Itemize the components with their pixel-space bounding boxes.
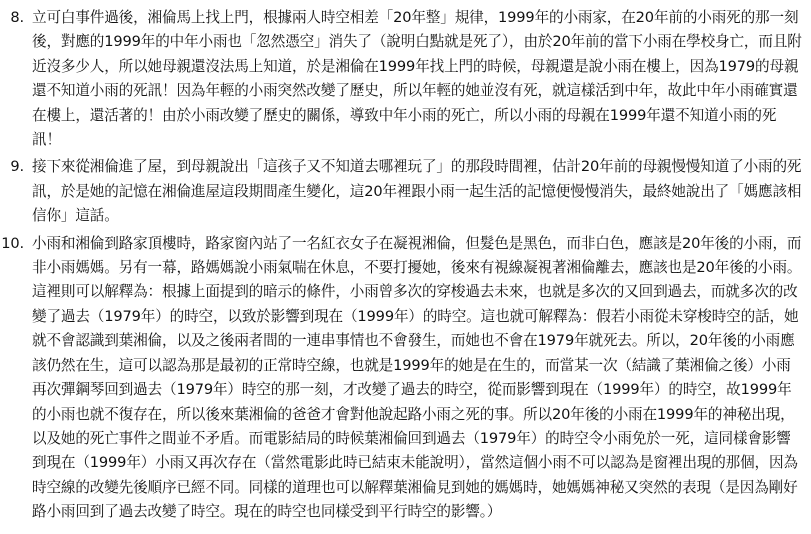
numbered-list bbox=[0, 6, 805, 525]
list-item-number: 8. bbox=[10, 9, 24, 26]
list-item bbox=[0, 232, 805, 525]
list-item-number: 9. bbox=[10, 158, 24, 176]
list-item-text: 小雨和湘倫到路家頂樓時，路家窗內站了一名紅衣女子在凝視湘倫，但髮色是黑色，而非白色，應該是20年後的小雨，而非小雨媽媽。另有一幕，路媽媽說小雨氣喘在休息，不要打擾她，後來有視線凝視著湘倫離去，應該也是20年後的小雨。這裡則可以解釋為：根據上面提到的暗示的條件，小雨曾多次的穿梭過去未來，也就是多次的又回到過去，而就多次的改變了過去（1979年）的時空，以致於影響到現在（1999年）的時空。這也就可解釋為：假若小雨從未穿梭時空的話，她就不會認識到葉湘倫，以及之後兩者間的一連串事情也不會發生，而她也不會在1979年就死去。所以，20年後的小雨應該仍然在生，這可以認為那是最初的正常時空線，也就是1999年的她是在生的，而當某一次（結識了葉湘倫之後）小雨再次彈鋼琴回到過去（1979年）時空的那一刻，才改變了過去的時空，從而影響到現在（1999年）的時空，故1999年的小雨也就不復存在，所以後來葉湘倫的爸爸才會對他說起路小雨之死的事。所以20年後的小雨在1999年的神秘出現，以及她的死亡事件之間並不矛盾。而電影結局的時候葉湘倫回到過去（1979年）的時空令小雨免於一死，這同樣會影響到現在（1999年）小雨又再次存在（當然電影此時已結束未能說明），當然這個小雨不可以認為是窗裡出現的那個，因為時空線的改變先後順序已經不同。同樣的道理也可以解釋葉湘倫見到她的媽媽時，她媽媽神秘又突然的表現（是因為剛好路小雨回到了過去改變了時空。現在的時空也同樣受到平行時空的影響。） bbox=[32, 234, 802, 521]
list-item-text: 接下來從湘倫進了屋，到母親說出「這孩子又不知道去哪裡玩了」的那段時間裡，估計20年前的母親慢慢知道了小雨的死訊，於是她的記憶在湘倫進屋這段期間產生變化，這20年裡跟小雨一起生活的記憶便慢慢消失，最終她說出了「媽應該相信你」這話。 bbox=[32, 158, 802, 225]
list-item bbox=[0, 155, 805, 228]
list-item-text: 立可白事件過後，湘倫馬上找上門，根據兩人時空相差「20年整」規律，1999年的小雨家，在20年前的小雨死的那一刻後，對應的1999年的中年小雨也「忽然憑空」消失了（說明白點就是死了），由於20年前的當下小雨在學校身亡，而且附近沒多少人，所以她母親還沒法馬上知道，於是湘倫在1999年找上門的時候，母親還是說小雨在樓上，因為1979的母親還不知道小雨的死訊！因為年輕的小雨突然改變了歷史，所以年輕的她並沒有死，就這樣活到中年，故此中年小雨確實還在樓上，還活著的！由於小雨改變了歷史的關係，導致中年小雨的死亡，所以小雨的母親在1999年還不知道小雨的死訊！ bbox=[32, 9, 802, 149]
list-item bbox=[0, 6, 805, 152]
list-item-number: 10. bbox=[1, 234, 24, 252]
